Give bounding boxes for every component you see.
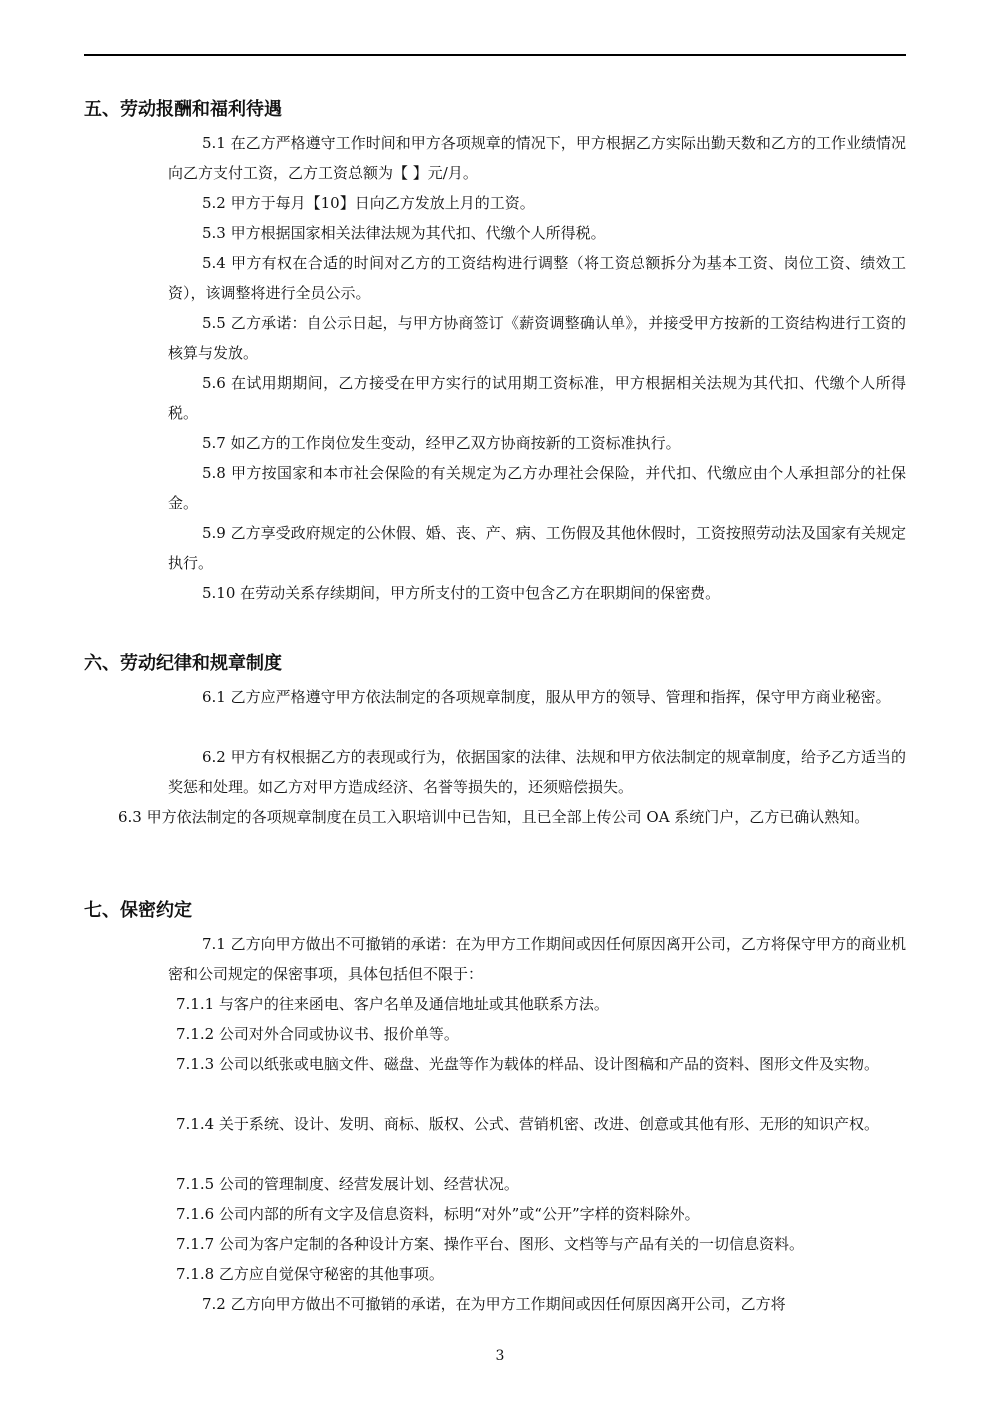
section-heading-6: 六、劳动纪律和规章制度: [84, 653, 282, 674]
section-heading-7: 七、保密约定: [84, 900, 192, 921]
clause-5-8: 5.8 甲方按国家和本市社会保险的有关规定为乙方办理社会保险，并代扣、代缴应由个人承担部分的社保金。: [168, 464, 906, 512]
clause-7-1-1: 7.1.1 与客户的往来函电、客户名单及通信地址或其他联系方法。: [176, 995, 609, 1013]
clause-5-2: 5.2 甲方于每月【10】日向乙方发放上月的工资。: [202, 194, 535, 212]
clause-5-5: 5.5 乙方承诺：自公示日起，与甲方协商签订《薪资调整确认单》，并接受甲方按新的工资结构进行工资的核算与发放。: [168, 314, 906, 362]
header-rule: [84, 54, 906, 56]
section-heading-5: 五、劳动报酬和福利待遇: [84, 99, 282, 120]
clause-5-10: 5.10 在劳动关系存续期间，甲方所支付的工资中包含乙方在职期间的保密费。: [202, 584, 721, 602]
clause-7-1-2: 7.1.2 公司对外合同或协议书、报价单等。: [176, 1025, 459, 1043]
clause-5-7: 5.7 如乙方的工作岗位发生变动，经甲乙双方协商按新的工资标准执行。: [202, 434, 681, 452]
clause-7-1-5: 7.1.5 公司的管理制度、经营发展计划、经营状况。: [176, 1175, 519, 1193]
clause-7-1-8: 7.1.8 乙方应自觉保守秘密的其他事项。: [176, 1265, 444, 1283]
clause-7-2: 7.2 乙方向甲方做出不可撤销的承诺，在为甲方工作期间或因任何原因离开公司，乙方将: [202, 1295, 786, 1313]
clause-7-1-7: 7.1.7 公司为客户定制的各种设计方案、操作平台、图形、文档等与产品有关的一切信息资料。: [176, 1235, 804, 1253]
clause-6-2: 6.2 甲方有权根据乙方的表现或行为，依据国家的法律、法规和甲方依法制定的规章制度，给予乙方适当的奖惩和处理。如乙方对甲方造成经济、名誉等损失的，还须赔偿损失。: [168, 748, 906, 796]
clause-5-9: 5.9 乙方享受政府规定的公休假、婚、丧、产、病、工伤假及其他休假时，工资按照劳动法及国家有关规定执行。: [168, 524, 906, 572]
clause-6-1: 6.1 乙方应严格遵守甲方依法制定的各项规章制度，服从甲方的领导、管理和指挥，保守甲方商业秘密。: [202, 688, 891, 706]
clause-5-3: 5.3 甲方根据国家相关法律法规为其代扣、代缴个人所得税。: [202, 224, 606, 242]
clause-6-3: 6.3 甲方依法制定的各项规章制度在员工入职培训中已告知，且已全部上传公司 OA 系统门户，乙方已确认熟知。: [118, 808, 870, 826]
clause-7-1-6: 7.1.6 公司内部的所有文字及信息资料，标明“对外”或“公开”字样的资料除外。: [176, 1205, 700, 1223]
page-number: 3: [495, 1348, 505, 1364]
clause-5-6: 5.6 在试用期期间，乙方接受在甲方实行的试用期工资标准，甲方根据相关法规为其代扣、代缴个人所得税。: [168, 374, 906, 422]
clause-5-4: 5.4 甲方有权在合适的时间对乙方的工资结构进行调整（将工资总额拆分为基本工资、岗位工资、绩效工资），该调整将进行全员公示。: [168, 254, 906, 302]
clause-7-1-3: 7.1.3 公司以纸张或电脑文件、磁盘、光盘等作为载体的样品、设计图稿和产品的资料、图形文件及实物。: [176, 1055, 879, 1073]
clause-5-1: 5.1 在乙方严格遵守工作时间和甲方各项规章的情况下，甲方根据乙方实际出勤天数和乙方的工作业绩情况向乙方支付工资，乙方工资总额为【 】元/月。: [168, 134, 906, 182]
clause-7-1: 7.1 乙方向甲方做出不可撤销的承诺：在为甲方工作期间或因任何原因离开公司，乙方将保守甲方的商业机密和公司规定的保密事项，具体包括但不限于：: [168, 935, 906, 983]
clause-7-1-4: 7.1.4 关于系统、设计、发明、商标、版权、公式、营销机密、改进、创意或其他有形、无形的知识产权。: [176, 1115, 879, 1133]
